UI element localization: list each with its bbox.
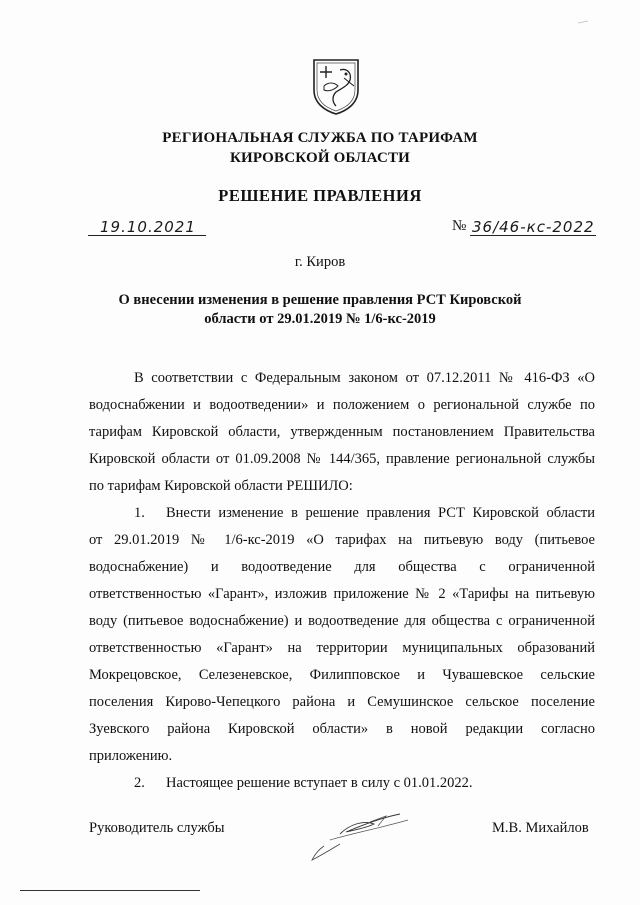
preamble-line: по тарифам Кировской области РЕШИЛО:: [89, 478, 353, 494]
city-name: г. Киров: [294, 254, 346, 270]
item-number: 2.: [134, 775, 145, 791]
decision-number: [452, 218, 596, 238]
org-name-line1: РЕГИОНАЛЬНАЯ СЛУЖБА ПО ТАРИФАМ: [162, 130, 478, 146]
item-line: Мокрецовское, Селезеневское, Филипповское и Чувашевское сельские: [89, 667, 595, 683]
footer-rule: [20, 890, 200, 891]
preamble-line: Кировской области от 01.09.2008 № 144/365, правление региональной службы: [89, 451, 595, 467]
subject-line1: О внесении изменения в решение правления РСТ Кировской: [118, 292, 522, 308]
item-number: 1.: [134, 505, 145, 521]
item-line: поселения Кирово-Чепецкого района и Семушинское сельское поселение: [89, 694, 595, 710]
decision-number-value: 36/46-кс-2022: [472, 218, 595, 236]
item-line: воду (питьевое водоснабжение) и водоотведение для общества с ограниченной: [89, 613, 595, 629]
number-sign: №: [452, 218, 467, 234]
number-underline: [470, 235, 596, 236]
corner-mark: [578, 20, 588, 24]
preamble-line: водоснабжении и водоотведении» и положением о региональной службе по: [89, 397, 595, 413]
org-name-line2: КИРОВСКОЙ ОБЛАСТИ: [229, 150, 411, 166]
document-type-title: РЕШЕНИЕ ПРАВЛЕНИЯ: [218, 186, 422, 205]
item-line: водоснабжение) и водоотведение для общества с ограниченной: [89, 559, 595, 575]
signer-role: Руководитель службы: [89, 820, 225, 836]
subject-line2: области от 29.01.2019 № 1/6-кс-2019: [204, 311, 436, 327]
item-line: ответственностью «Гарант» на территории муниципальных образований: [89, 640, 595, 656]
decision-date: [88, 218, 206, 238]
item-line: ответственностью «Гарант», изложив приложение № 2 «Тарифы на питьевую: [89, 586, 595, 602]
preamble-line: тарифам Кировской области, утвержденным постановлением Правительства: [89, 424, 595, 440]
item-first-line: Внести изменение в решение правления РСТ Кировской области: [166, 505, 595, 521]
item-first-line: Настоящее решение вступает в силу с 01.01.2022.: [166, 775, 473, 791]
date-underline: [88, 235, 206, 236]
preamble-line: В соответствии с Федеральным законом от 07.12.2011 № 416-ФЗ «О: [134, 370, 595, 386]
item-line: приложению.: [89, 748, 173, 764]
item-line: от 29.01.2019 № 1/6-кс-2019 «О тарифах на питьевую воду (питьевое: [89, 532, 595, 548]
coat-of-arms-icon: [310, 56, 362, 116]
signer-name: М.В. Михайлов: [492, 820, 589, 836]
item-line: Зуевского района Кировской области» в новой редакции согласно: [89, 721, 595, 737]
handwritten-signature: [290, 800, 420, 870]
decision-date-value: 19.10.2021: [100, 218, 196, 236]
